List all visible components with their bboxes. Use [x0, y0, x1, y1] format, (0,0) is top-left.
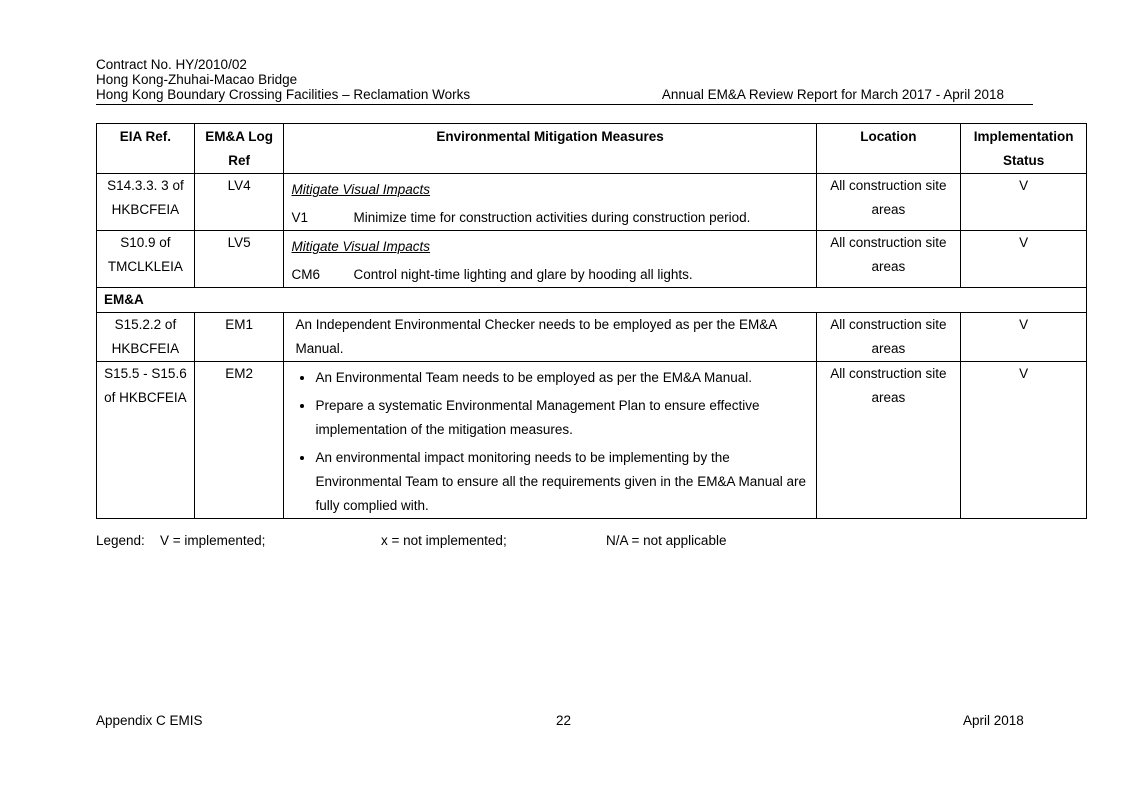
measure-cell — [284, 231, 816, 288]
list-item: • Prepare a systematic Environmental Management Plan to ensure effective implementation of the mitigation measures. — [315, 394, 809, 442]
col-header-status: Implementation Status — [961, 124, 1087, 174]
table-row — [97, 231, 1087, 288]
measure-heading: Mitigate Visual Impacts — [291, 182, 431, 197]
log-ref-cell: EM1 — [194, 313, 284, 362]
contract-number: Contract No. HY/2010/02 — [96, 57, 247, 72]
footer-appendix: Appendix C EMIS — [96, 713, 203, 728]
status-cell: V — [961, 313, 1087, 362]
header-divider — [96, 104, 1033, 105]
location-cell: All construction site areas — [816, 362, 961, 519]
eia-ref-cell: S10.9 of TMCLKLEIA — [97, 231, 195, 288]
status-cell: V — [961, 174, 1087, 231]
table-row — [97, 174, 1087, 231]
legend-implemented: V = implemented; — [160, 533, 266, 548]
table-header-row — [97, 124, 1087, 174]
log-ref-cell: EM2 — [194, 362, 284, 519]
legend-label: Legend: — [96, 533, 145, 548]
measure-bullet-list — [291, 366, 809, 518]
eia-ref-cell: S15.2.2 of HKBCFEIA — [97, 313, 195, 362]
status-cell: V — [961, 231, 1087, 288]
works-name: Hong Kong Boundary Crossing Facilities – Reclamation Works — [96, 87, 471, 102]
measure-cell: An Independent Environmental Checker needs to be employed as per the EM&A Manual. — [284, 313, 816, 362]
report-title: Annual EM&A Review Report for March 2017 - April 2018 — [661, 87, 1004, 102]
location-cell: All construction site areas — [816, 174, 961, 231]
table-row — [97, 362, 1087, 519]
location-cell: All construction site areas — [816, 313, 961, 362]
col-header-log-ref: EM&A Log Ref — [194, 124, 284, 174]
measure-code: V1 — [291, 210, 308, 225]
measure-cell — [284, 174, 816, 231]
list-item: • An environmental impact monitoring needs to be implementing by the Environmental Team to ensure all the requirements given in the EM&A Manual are fully complied with. — [315, 446, 809, 518]
table-row — [97, 313, 1087, 362]
mitigation-table — [96, 123, 1087, 519]
legend-not-applicable: N/A = not applicable — [606, 533, 727, 548]
section-label: EM&A — [97, 288, 1087, 313]
legend-not-implemented: x = not implemented; — [381, 533, 507, 548]
col-header-location: Location — [816, 124, 961, 174]
log-ref-cell: LV5 — [194, 231, 284, 288]
list-item: • An Environmental Team needs to be employed as per the EM&A Manual. — [315, 366, 809, 390]
log-ref-cell: LV4 — [194, 174, 284, 231]
measure-heading: Mitigate Visual Impacts — [291, 239, 431, 254]
measure-cell — [284, 362, 816, 519]
col-header-eia-ref: EIA Ref. — [97, 124, 195, 174]
eia-ref-cell: S14.3.3. 3 of HKBCFEIA — [97, 174, 195, 231]
section-row — [97, 288, 1087, 313]
page-number: 22 — [556, 713, 572, 728]
eia-ref-cell: S15.5 - S15.6 of HKBCFEIA — [97, 362, 195, 519]
header-row — [96, 87, 1033, 102]
measure-code: CM6 — [291, 267, 320, 282]
page-header — [96, 57, 1033, 102]
project-name: Hong Kong-Zhuhai-Macao Bridge — [96, 72, 298, 87]
status-cell: V — [961, 362, 1087, 519]
col-header-measures: Environmental Mitigation Measures — [284, 124, 816, 174]
measure-text: Minimize time for construction activities during construction period. — [353, 210, 751, 225]
footer-date: April 2018 — [963, 713, 1024, 728]
location-cell: All construction site areas — [816, 231, 961, 288]
measure-text: Control night-time lighting and glare by hooding all lights. — [353, 267, 693, 282]
